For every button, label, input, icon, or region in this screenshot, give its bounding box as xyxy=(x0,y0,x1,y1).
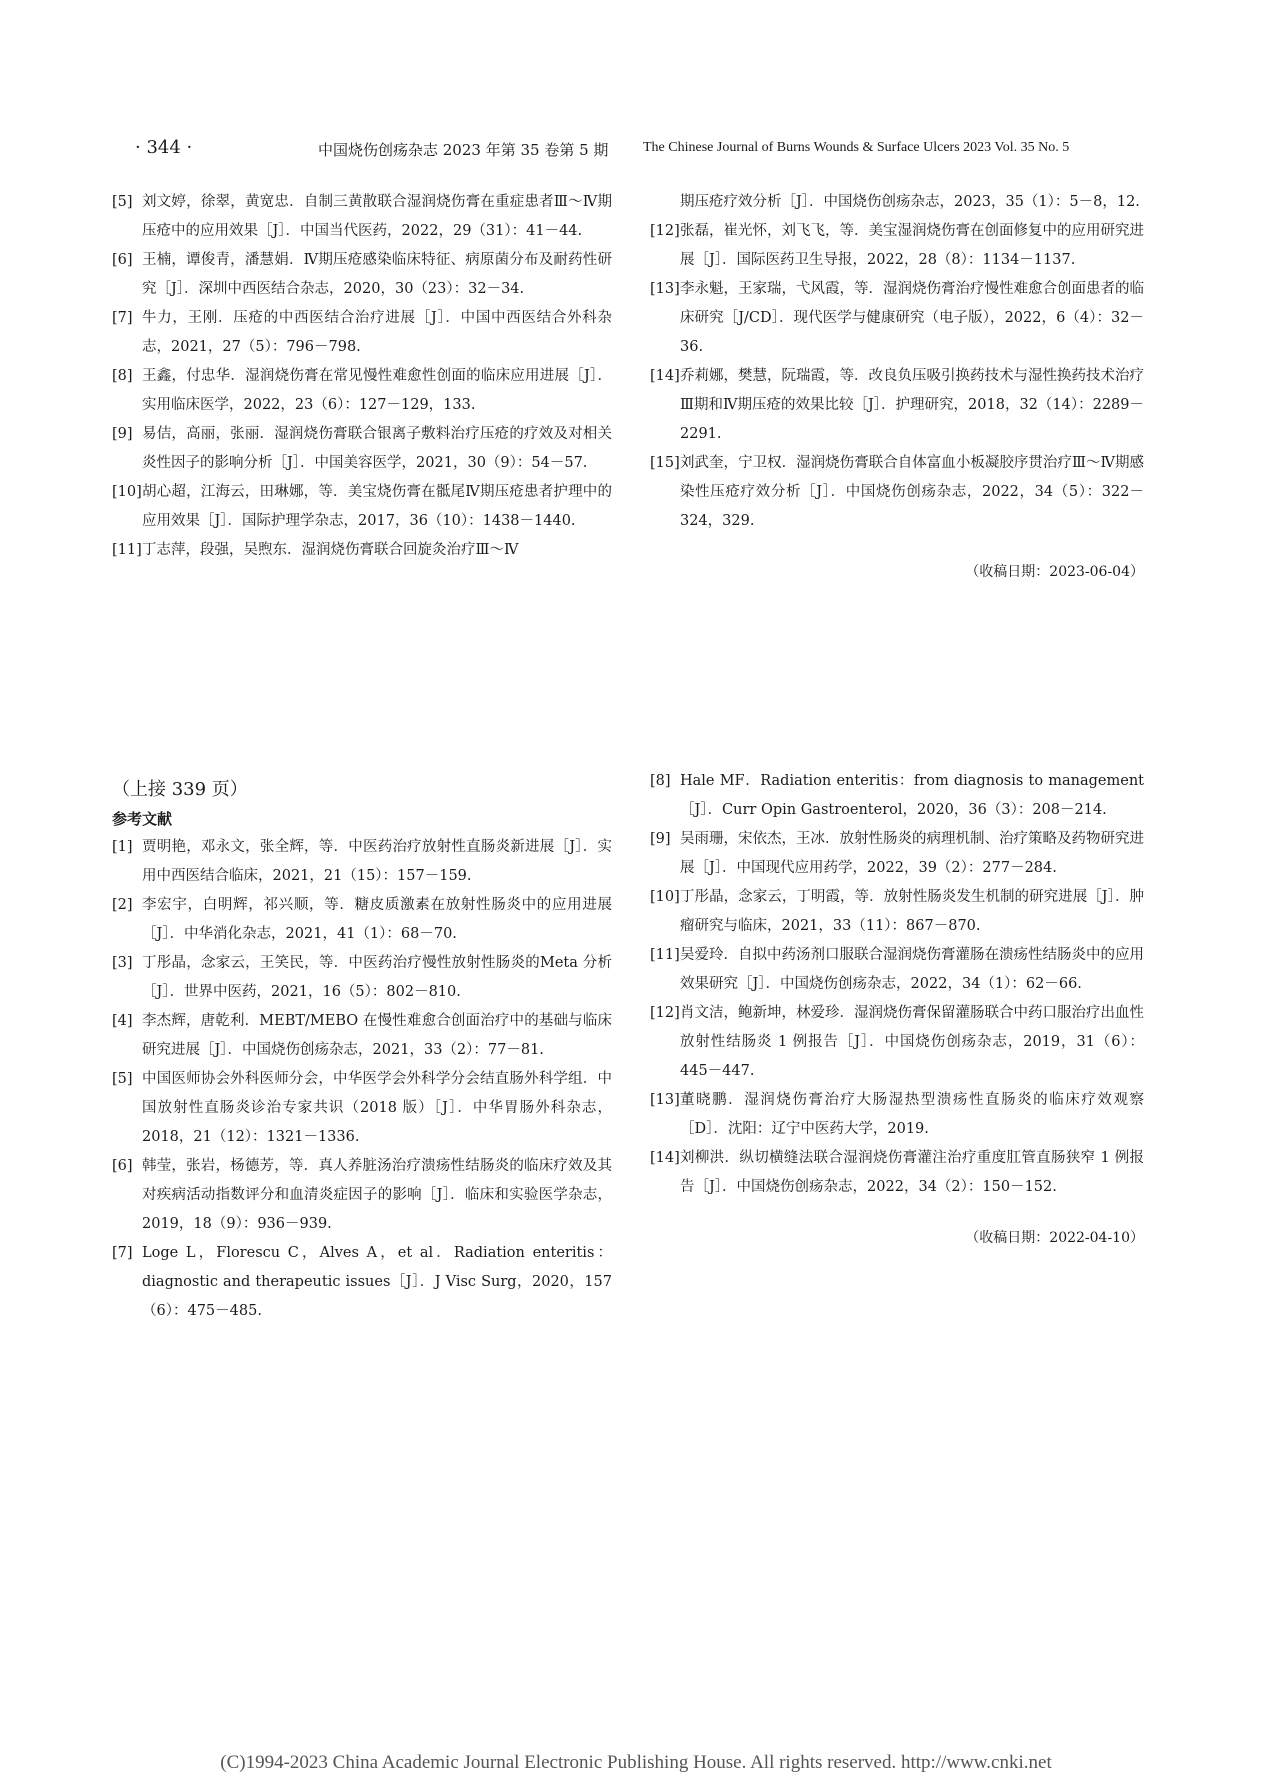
reference-item xyxy=(112,1239,612,1326)
reference-text: Loge L，Florescu C，Alves A，et al．Radiation enteritis：diagnostic and therapeutic issues［J］．J Visc Surg，2020，157（6）：475－485. xyxy=(142,1245,612,1319)
reference-text: 肖文洁，鲍新坤，林爱珍．湿润烧伤膏保留灌肠联合中药口服治疗出血性放射性结肠炎 1 例报告［J］．中国烧伤创疡杂志，2019，31（6）：445－447. xyxy=(680,1005,1144,1079)
reference-item xyxy=(112,1065,612,1152)
reference-number: [12] xyxy=(650,1005,680,1021)
reference-item xyxy=(650,1086,1144,1144)
reference-item xyxy=(112,949,612,1007)
reference-text: 李永魁，王家瑞，弋风霞，等．湿润烧伤膏治疗慢性难愈合创面患者的临床研究［J/CD］．现代医学与健康研究（电子版），2022，6（4）：32－36. xyxy=(680,281,1144,355)
reference-text: 刘文婷，徐翠，黄宽忠．自制三黄散联合湿润烧伤膏在重症患者Ⅲ～Ⅳ期压疮中的应用效果［J］．中国当代医药，2022，29（31）：41－44. xyxy=(142,194,612,239)
reference-text: 张磊，崔光怀，刘飞飞，等．美宝湿润烧伤膏在创面修复中的应用研究进展［J］．国际医药卫生导报，2022，28（8）：1134－1137. xyxy=(680,223,1144,268)
reference-continuation: 期压疮疗效分析［J］．中国烧伤创疡杂志，2023，35（1）：5－8，12. xyxy=(680,194,1140,210)
bottom-right-column xyxy=(650,767,1144,1253)
journal-title-cn: 中国烧伤创疡杂志 2023 年第 35 卷第 5 期 xyxy=(318,141,609,159)
bottom-left-column xyxy=(112,775,612,1326)
reference-text: 李杰辉，唐乾利．MEBT/MEBO 在慢性难愈合创面治疗中的基础与临床研究进展［J］．中国烧伤创疡杂志，2021，33（2）：77－81. xyxy=(142,1013,612,1058)
reference-number: [13] xyxy=(650,281,680,297)
references-heading: 参考文献 xyxy=(112,810,173,828)
reference-number: [7] xyxy=(112,310,133,326)
reference-number: [3] xyxy=(112,955,133,971)
reference-text: 胡心超，江海云，田琳娜，等．美宝烧伤膏在骶尾Ⅳ期压疮患者护理中的应用效果［J］．国际护理学杂志，2017，36（10）：1438－1440. xyxy=(142,484,612,529)
reference-text: Hale MF．Radiation enteritis：from diagnosis to management［J］．Curr Opin Gastroenterol，2020，36（3）：208－214. xyxy=(680,773,1144,818)
copyright-footer: (C)1994-2023 China Academic Journal Electronic Publishing House. All rights reserved. http://www.cnki.net xyxy=(220,1752,1052,1773)
running-header xyxy=(0,135,1272,165)
reference-text: 王楠，谭俊青，潘慧娟．Ⅳ期压疮感染临床特征、病原菌分布及耐药性研究［J］．深圳中西医结合杂志，2020，30（23）：32－34. xyxy=(142,252,612,297)
reference-text: 王鑫，付忠华．湿润烧伤膏在常见慢性难愈性创面的临床应用进展［J］．实用临床医学，2022，23（6）：127－129，133. xyxy=(142,368,612,413)
reference-number: [5] xyxy=(112,1071,133,1087)
reference-item xyxy=(650,217,1144,275)
reference-number: [1] xyxy=(112,839,133,855)
reference-text: 丁彤晶，念家云，王笑民，等．中医药治疗慢性放射性肠炎的Meta 分析［J］．世界中医药，2021，16（5）：802－810. xyxy=(142,955,612,1000)
reference-number: [6] xyxy=(112,1158,133,1174)
reference-item xyxy=(650,1144,1144,1202)
reference-text: 刘武奎，宁卫权．湿润烧伤膏联合自体富血小板凝胶序贯治疗Ⅲ～Ⅳ期感染性压疮疗效分析［J］．中国烧伤创疡杂志，2022，34（5）：322－324，329. xyxy=(680,455,1144,529)
reference-number: [10] xyxy=(112,484,142,500)
received-date: （收稿日期：2023-06-04） xyxy=(965,564,1144,580)
reference-text: 贾明艳，邓永文，张全辉，等．中医药治疗放射性直肠炎新进展［J］．实用中西医结合临床，2021，21（15）：157－159. xyxy=(142,839,612,884)
reference-text: 丁志萍，段强，吴煦东．湿润烧伤膏联合回旋灸治疗Ⅲ～Ⅳ xyxy=(142,542,519,558)
reference-item xyxy=(112,478,612,536)
reference-text: 李宏宇，白明辉，祁兴顺，等．糖皮质激素在放射性肠炎中的应用进展［J］．中华消化杂志，2021，41（1）：68－70. xyxy=(142,897,612,942)
reference-number: [8] xyxy=(650,773,671,789)
reference-item xyxy=(112,1152,612,1239)
reference-item xyxy=(650,941,1144,999)
received-date: （收稿日期：2022-04-10） xyxy=(965,1230,1144,1246)
reference-text: 易佶，高丽，张丽．湿润烧伤膏联合银离子敷料治疗压疮的疗效及对相关炎性因子的影响分析［J］．中国美容医学，2021，30（9）：54－57. xyxy=(142,426,612,471)
continued-from-note: （上接 339 页） xyxy=(112,779,248,800)
reference-item xyxy=(112,304,612,362)
reference-text: 中国医师协会外科医师分会，中华医学会外科学分会结直肠外科学组．中国放射性直肠炎诊治专家共识（2018 版）［J］．中华胃肠外科杂志，2018，21（12）：1321－1336. xyxy=(142,1071,612,1145)
reference-item xyxy=(650,825,1144,883)
reference-number: [11] xyxy=(650,947,680,963)
reference-text: 丁彤晶，念家云，丁明霞，等．放射性肠炎发生机制的研究进展［J］．肿瘤研究与临床，2021，33（11）：867－870. xyxy=(680,889,1144,934)
reference-number: [13] xyxy=(650,1092,680,1108)
reference-text: 刘柳洪．纵切横缝法联合湿润烧伤膏灌注治疗重度肛管直肠狭窄 1 例报告［J］．中国烧伤创疡杂志，2022，34（2）：150－152. xyxy=(680,1150,1144,1195)
reference-number: [14] xyxy=(650,368,680,384)
reference-text: 吴爱玲．自拟中药汤剂口服联合湿润烧伤膏灌肠在溃疡性结肠炎中的应用效果研究［J］．中国烧伤创疡杂志，2022，34（1）：62－66. xyxy=(680,947,1144,992)
reference-text: 牛力，王刚．压疮的中西医结合治疗进展［J］．中国中西医结合外科杂志，2021，27（5）：796－798. xyxy=(142,310,612,355)
reference-item xyxy=(650,883,1144,941)
reference-number: [4] xyxy=(112,1013,133,1029)
reference-item xyxy=(650,767,1144,825)
reference-number: [7] xyxy=(112,1245,133,1261)
reference-number: [14] xyxy=(650,1150,680,1166)
reference-number: [8] xyxy=(112,368,133,384)
reference-item xyxy=(112,1007,612,1065)
reference-number: [5] xyxy=(112,194,133,210)
reference-item xyxy=(112,362,612,420)
reference-item xyxy=(650,449,1144,536)
reference-item xyxy=(650,275,1144,362)
reference-item xyxy=(112,188,612,246)
reference-text: 吴雨珊，宋依杰，王冰．放射性肠炎的病理机制、治疗策略及药物研究进展［J］．中国现代应用药学，2022，39（2）：277－284. xyxy=(680,831,1144,876)
reference-text: 韩莹，张岩，杨德芳，等．真人养脏汤治疗溃疡性结肠炎的临床疗效及其对疾病活动指数评分和血清炎症因子的影响［J］．临床和实验医学杂志，2019，18（9）：936－939. xyxy=(142,1158,612,1232)
page-number: · 344 · xyxy=(135,137,193,158)
reference-number: [9] xyxy=(650,831,671,847)
reference-number: [9] xyxy=(112,426,133,442)
reference-item xyxy=(650,999,1144,1086)
reference-text: 乔莉娜，樊慧，阮瑞霞，等．改良负压吸引换药技术与湿性换药技术治疗Ⅲ期和Ⅳ期压疮的效果比较［J］．护理研究，2018，32（14）：2289－2291. xyxy=(680,368,1144,442)
reference-item xyxy=(112,891,612,949)
reference-item xyxy=(112,536,612,565)
reference-item xyxy=(112,246,612,304)
reference-number: [11] xyxy=(112,542,142,558)
top-right-column xyxy=(650,188,1144,587)
reference-item xyxy=(112,420,612,478)
reference-number: [6] xyxy=(112,252,133,268)
reference-text: 董晓鹏．湿润烧伤膏治疗大肠湿热型溃疡性直肠炎的临床疗效观察［D］．沈阳：辽宁中医药大学，2019. xyxy=(680,1092,1144,1137)
top-left-column xyxy=(112,188,612,565)
reference-number: [12] xyxy=(650,223,680,239)
reference-number: [15] xyxy=(650,455,680,471)
journal-title-en: The Chinese Journal of Burns Wounds & Surface Ulcers 2023 Vol. 35 No. 5 xyxy=(643,140,1070,155)
reference-item xyxy=(650,362,1144,449)
reference-number: [10] xyxy=(650,889,680,905)
reference-item xyxy=(112,833,612,891)
reference-number: [2] xyxy=(112,897,133,913)
